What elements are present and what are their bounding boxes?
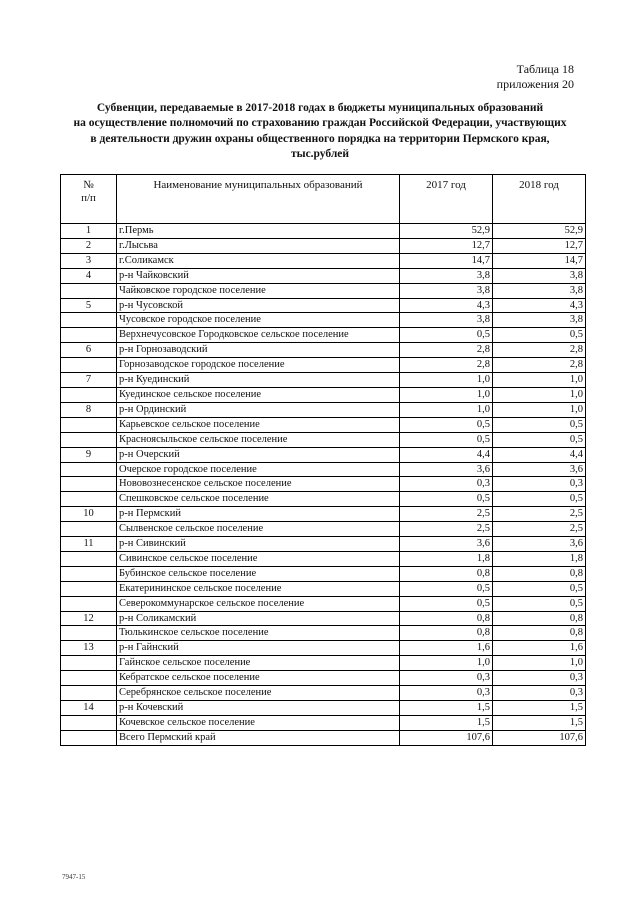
row-value-2018: 2,8 [493,343,586,358]
row-name: Кочевское сельское поселение [117,715,400,730]
table-row [61,551,586,566]
row-name: Екатерининское сельское поселение [117,581,400,596]
row-value-2018: 2,5 [493,522,586,537]
row-value-2018: 0,5 [493,492,586,507]
row-number: 3 [61,253,117,268]
row-value-2018: 2,8 [493,358,586,373]
heading-line: Субвенции, передаваемые в 2017-2018 годах в бюджеты муниципальных образований [96,102,544,114]
table-row [61,596,586,611]
row-name: Очерское городское поселение [117,462,400,477]
row-value-2017: 2,5 [400,522,493,537]
header-2018: 2018 год [493,175,586,224]
row-value-2018: 1,6 [493,641,586,656]
row-value-2017: 3,8 [400,283,493,298]
row-number: 11 [61,537,117,552]
row-value-2018: 1,0 [493,387,586,402]
row-value-2018: 3,8 [493,268,586,283]
row-value-2018: 12,7 [493,238,586,253]
table-row [61,566,586,581]
table-row [61,432,586,447]
row-value-2017: 4,4 [400,447,493,462]
row-value-2017: 1,6 [400,641,493,656]
table-row [61,656,586,671]
row-value-2018: 3,6 [493,537,586,552]
row-value-2017: 0,5 [400,432,493,447]
row-value-2018: 4,3 [493,298,586,313]
heading-units: тыс.рублей [290,147,350,160]
row-value-2018: 1,5 [493,701,586,716]
row-name: Северокоммунарское сельское поселение [117,596,400,611]
row-value-2017: 2,5 [400,507,493,522]
table-row [61,373,586,388]
row-value-2017: 0,5 [400,581,493,596]
row-value-2017: 0,8 [400,611,493,626]
table-row [61,417,586,432]
row-number [61,492,117,507]
row-value-2017: 0,5 [400,492,493,507]
row-name: Красноясыльское сельское поселение [117,432,400,447]
row-value-2018: 0,8 [493,611,586,626]
row-value-2017: 1,0 [400,402,493,417]
table-row [61,268,586,283]
table-row [61,537,586,552]
row-name: г.Пермь [117,224,400,239]
table-row [61,462,586,477]
row-value-2017: 0,5 [400,417,493,432]
table-row [61,626,586,641]
table-row [61,522,586,537]
table-row [61,328,586,343]
row-value-2017: 14,7 [400,253,493,268]
table-row [61,283,586,298]
table-row [61,387,586,402]
row-value-2017: 0,3 [400,686,493,701]
row-name: Нововознесенское сельское поселение [117,477,400,492]
document-heading [50,101,590,162]
row-number: 7 [61,373,117,388]
row-value-2018: 0,5 [493,581,586,596]
row-name: Бубинское сельское поселение [117,566,400,581]
row-value-2017: 1,5 [400,715,493,730]
row-name: р-н Чусовской [117,298,400,313]
row-number [61,328,117,343]
document-code: 7947-15 [62,873,86,881]
row-value-2017: 0,3 [400,477,493,492]
subventions-table [60,174,586,746]
heading-line: на осуществление полномочий по страхованию граждан Российской Федерации, участвующих [73,117,567,130]
row-number [61,730,117,745]
row-name: р-н Соликамский [117,611,400,626]
row-number [61,387,117,402]
row-value-2017: 1,0 [400,373,493,388]
table-row [61,715,586,730]
row-number [61,671,117,686]
row-value-2017: 0,3 [400,671,493,686]
heading-line: в деятельности дружин охраны общественного порядка на территории Пермского края, [90,132,550,145]
row-number: 12 [61,611,117,626]
row-value-2018: 0,8 [493,626,586,641]
row-name: р-н Сивинский [117,537,400,552]
row-value-2018: 0,3 [493,671,586,686]
row-name: Чайковское городское поселение [117,283,400,298]
row-name: Сылвенское сельское поселение [117,522,400,537]
row-number [61,462,117,477]
row-value-2018: 0,3 [493,686,586,701]
header-name: Наименование муниципальных образований [117,175,400,224]
row-value-2018: 3,6 [493,462,586,477]
row-value-2017: 1,0 [400,656,493,671]
table-row [61,671,586,686]
row-number: 4 [61,268,117,283]
row-number: 5 [61,298,117,313]
row-value-2017: 3,8 [400,313,493,328]
row-value-2018: 1,8 [493,551,586,566]
row-number [61,596,117,611]
row-value-2017: 2,8 [400,343,493,358]
row-value-2018: 0,5 [493,328,586,343]
row-value-2018: 0,3 [493,477,586,492]
row-value-2017: 0,8 [400,626,493,641]
table-number: Таблица 18 [516,62,574,76]
row-number: 9 [61,447,117,462]
table-row [61,611,586,626]
table-row [61,701,586,716]
appendix-number: приложения 20 [496,77,574,91]
row-name: р-н Чайковский [117,268,400,283]
row-name: Сивинское сельское поселение [117,551,400,566]
row-name: Горнозаводское городское поселение [117,358,400,373]
table-row [61,402,586,417]
row-value-2017: 1,5 [400,701,493,716]
table-row [61,477,586,492]
table-header-row [61,175,586,224]
row-number: 6 [61,343,117,358]
row-value-2017: 1,0 [400,387,493,402]
row-name: Тюлькинское сельское поселение [117,626,400,641]
row-number: 2 [61,238,117,253]
table-row [61,224,586,239]
row-number: 14 [61,701,117,716]
row-number: 13 [61,641,117,656]
table-row [61,358,586,373]
row-value-2017: 0,5 [400,596,493,611]
table-row [61,730,586,745]
row-name: г.Лысьва [117,238,400,253]
row-name: Карьевское сельское поселение [117,417,400,432]
row-name: р-н Пермский [117,507,400,522]
row-value-2017: 3,6 [400,462,493,477]
row-value-2018: 107,6 [493,730,586,745]
row-number [61,432,117,447]
row-name: Гайнское сельское поселение [117,656,400,671]
header-2017: 2017 год [400,175,493,224]
row-value-2017: 107,6 [400,730,493,745]
row-value-2018: 3,8 [493,283,586,298]
row-number: 1 [61,224,117,239]
row-value-2017: 52,9 [400,224,493,239]
row-name: р-н Очерский [117,447,400,462]
row-number [61,656,117,671]
row-name: р-н Горнозаводский [117,343,400,358]
row-number [61,626,117,641]
row-value-2018: 2,5 [493,507,586,522]
row-name: Спешковское сельское поселение [117,492,400,507]
table-caption [497,62,574,92]
row-number [61,477,117,492]
row-value-2017: 0,5 [400,328,493,343]
row-number: 8 [61,402,117,417]
row-value-2018: 0,5 [493,432,586,447]
row-name: р-н Куединский [117,373,400,388]
table-row [61,343,586,358]
table-row [61,492,586,507]
header-num: № п/п [61,175,117,224]
row-number [61,417,117,432]
table-row [61,253,586,268]
row-value-2018: 14,7 [493,253,586,268]
row-value-2018: 0,5 [493,417,586,432]
row-value-2018: 1,5 [493,715,586,730]
row-number: 10 [61,507,117,522]
table-row [61,507,586,522]
row-name: Серебрянское сельское поселение [117,686,400,701]
row-value-2018: 1,0 [493,402,586,417]
row-name: Кебратское сельское поселение [117,671,400,686]
table-row [61,686,586,701]
row-name: р-н Гайнский [117,641,400,656]
row-value-2017: 3,8 [400,268,493,283]
table-row [61,298,586,313]
row-value-2018: 4,4 [493,447,586,462]
row-name: г.Соликамск [117,253,400,268]
row-number [61,283,117,298]
table-row [61,313,586,328]
row-value-2018: 52,9 [493,224,586,239]
row-value-2017: 12,7 [400,238,493,253]
row-number [61,686,117,701]
table-row [61,581,586,596]
row-number [61,358,117,373]
row-value-2018: 3,8 [493,313,586,328]
table-body [61,224,586,746]
row-number [61,715,117,730]
table-row [61,641,586,656]
row-value-2018: 0,8 [493,566,586,581]
row-value-2017: 0,8 [400,566,493,581]
row-number [61,551,117,566]
row-name: р-н Кочевский [117,701,400,716]
row-number [61,522,117,537]
row-value-2017: 3,6 [400,537,493,552]
table-row [61,447,586,462]
row-value-2018: 1,0 [493,373,586,388]
row-value-2018: 1,0 [493,656,586,671]
table-row [61,238,586,253]
row-name: Верхнечусовское Городковское сельское поселение [117,328,400,343]
row-number [61,313,117,328]
row-value-2017: 4,3 [400,298,493,313]
row-value-2017: 2,8 [400,358,493,373]
row-name: Куединское сельское поселение [117,387,400,402]
row-number [61,566,117,581]
row-name: Всего Пермский край [117,730,400,745]
row-name: Чусовское городское поселение [117,313,400,328]
row-value-2017: 1,8 [400,551,493,566]
row-value-2018: 0,5 [493,596,586,611]
row-number [61,581,117,596]
row-name: р-н Ординский [117,402,400,417]
